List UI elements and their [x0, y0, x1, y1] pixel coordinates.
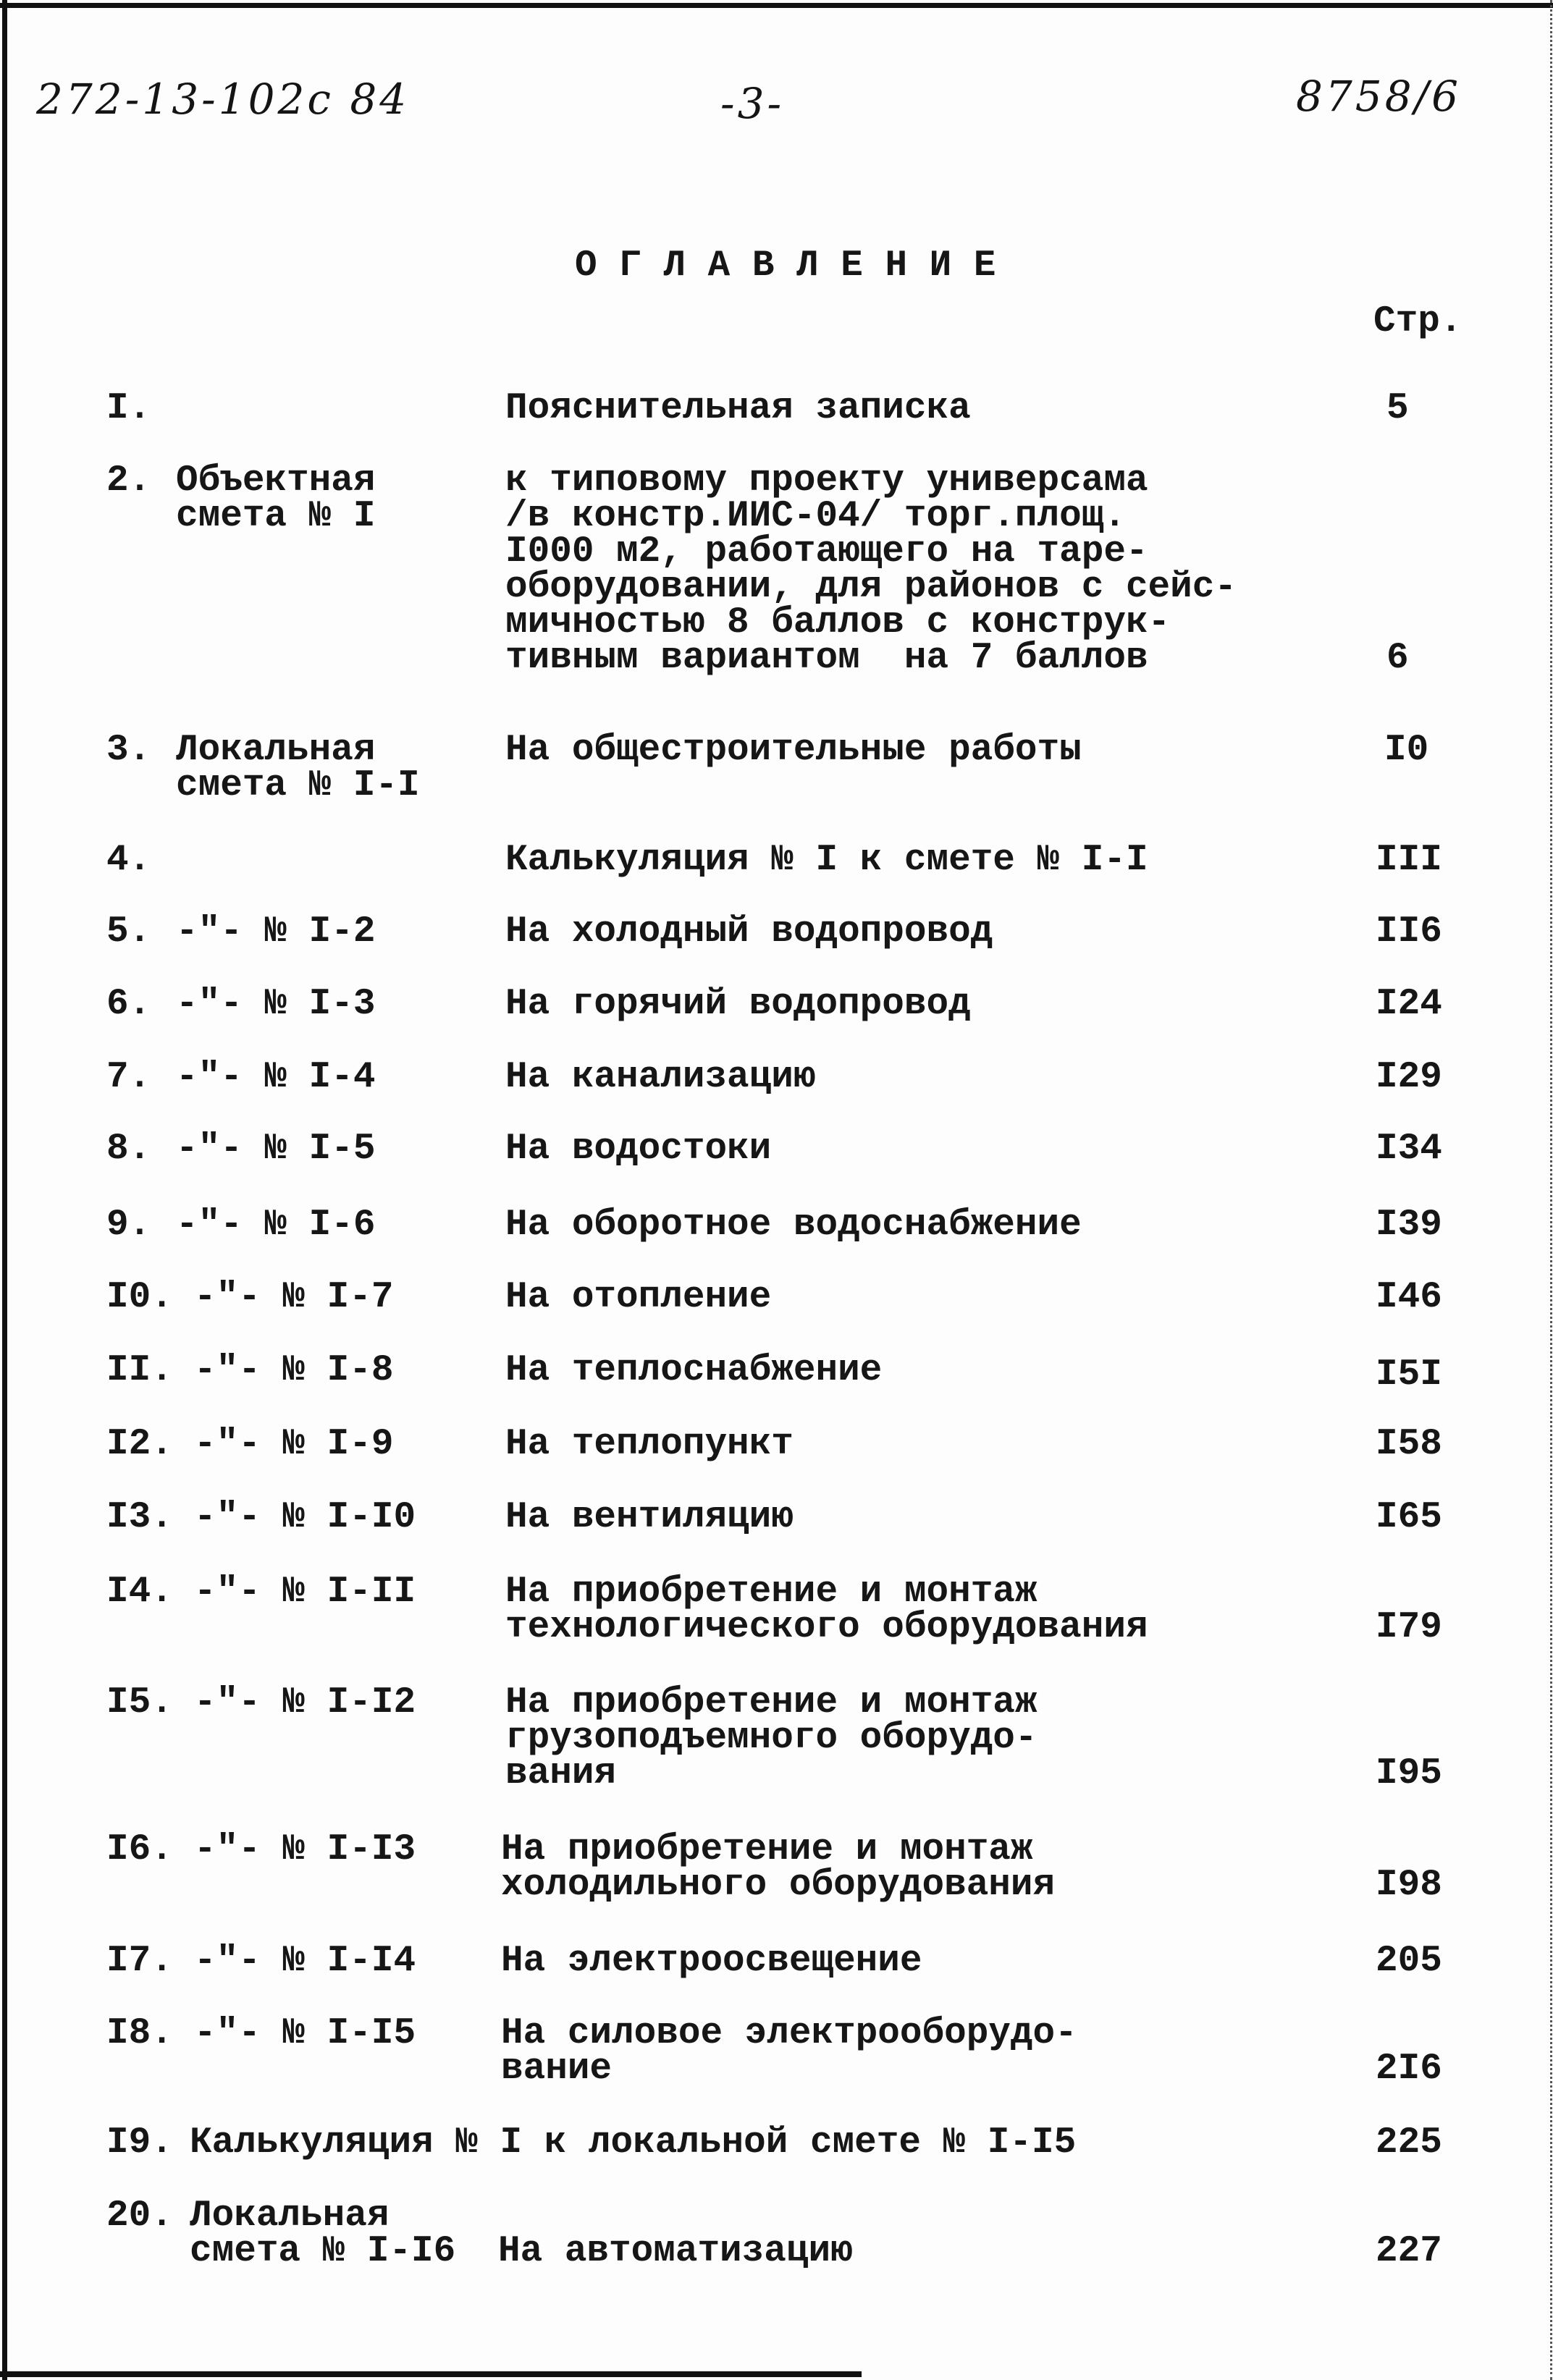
- entry-page-number: 205: [1376, 1941, 1442, 1982]
- entry-document-ref: -"- № I-I2: [194, 1682, 416, 1723]
- entry-number: 6.: [106, 984, 151, 1025]
- archive-number: 8758/6: [1296, 72, 1462, 121]
- page-border-left: [2, 0, 7, 2380]
- entry-document-ref: -"- № I-9: [194, 1424, 394, 1465]
- entry-description: оборудовании, для районов с сейс-: [505, 567, 1237, 608]
- entry-number: 2.: [106, 460, 151, 502]
- page-border-bottom: [0, 2371, 862, 2377]
- entry-document-ref: -"- № I-I3: [194, 1829, 416, 1870]
- entry-document-ref: -"- № I-6: [176, 1204, 376, 1246]
- entry-number: I2.: [106, 1424, 173, 1465]
- entry-description: На теплопункт: [505, 1424, 794, 1465]
- entry-document-ref: -"- № I-2: [176, 911, 376, 953]
- entry-number: 3.: [106, 730, 151, 771]
- entry-number: I4.: [106, 1571, 173, 1613]
- page-border-right: [1550, 0, 1552, 2380]
- entry-description: На теплоснабжение: [505, 1350, 883, 1391]
- entry-document-ref: Локальная: [176, 730, 376, 771]
- page-column-label: Стр.: [1373, 301, 1462, 342]
- entry-description: технологического оборудования: [505, 1607, 1148, 1648]
- entry-description: На приобретение и монтаж: [501, 1829, 1033, 1870]
- entry-page-number: I58: [1376, 1424, 1442, 1465]
- entry-number: I5.: [106, 1682, 173, 1723]
- entry-document-ref: -"- № I-I4: [194, 1941, 416, 1982]
- entry-description: На силовое электрооборудо-: [501, 2013, 1077, 2054]
- entry-page-number: II6: [1376, 911, 1442, 953]
- entry-page-number: 2I6: [1376, 2048, 1442, 2090]
- entry-document-ref: смета № I-I: [176, 765, 420, 806]
- entry-page-number: I29: [1376, 1057, 1442, 1098]
- entry-document-ref: -"- № I-5: [176, 1128, 376, 1170]
- entry-page-number: I34: [1376, 1128, 1442, 1170]
- entry-description: грузоподъемного оборудо-: [505, 1718, 1038, 1759]
- entry-description: вания: [505, 1753, 617, 1794]
- entry-number: I6.: [106, 1829, 173, 1870]
- entry-number: 9.: [106, 1204, 151, 1246]
- entry-description: к типовому проекту универсама: [505, 460, 1148, 502]
- entry-number: 4.: [106, 840, 151, 881]
- entry-page-number: 227: [1376, 2231, 1442, 2272]
- entry-description: На холодный водопровод: [505, 911, 993, 953]
- entry-document-ref: Объектная: [176, 460, 376, 502]
- entry-document-ref: -"- № I-4: [176, 1057, 376, 1098]
- entry-description: На отопление: [505, 1277, 772, 1318]
- entry-description: I000 м2, работающего на таре-: [505, 531, 1148, 573]
- entry-number: I7.: [106, 1941, 173, 1982]
- entry-description: Пояснительная записка: [505, 388, 971, 429]
- entry-description: На водостоки: [505, 1128, 772, 1170]
- entry-document-ref: Локальная: [190, 2195, 390, 2237]
- entry-description: вание: [501, 2048, 613, 2090]
- page-border-top: [0, 3, 1553, 8]
- entry-page-number: 6: [1386, 638, 1409, 679]
- entry-page-number: I98: [1376, 1865, 1442, 1906]
- entry-description: На горячий водопровод: [505, 984, 971, 1025]
- entry-number: I8.: [106, 2013, 173, 2054]
- entry-description: мичностью 8 баллов с конструк-: [505, 602, 1171, 643]
- entry-description: На оборотное водоснабжение: [505, 1204, 1082, 1246]
- entry-document-ref: -"- № I-I5: [194, 2013, 416, 2054]
- entry-description: холодильного оборудования: [501, 1865, 1056, 1906]
- entry-page-number: 5: [1386, 388, 1409, 429]
- entry-description: На автоматизацию: [498, 2231, 853, 2272]
- entry-page-number: I24: [1376, 984, 1442, 1025]
- entry-document-ref: -"- № I-3: [176, 984, 376, 1025]
- entry-number: 7.: [106, 1057, 151, 1098]
- entry-page-number: I0: [1384, 730, 1429, 771]
- entry-number: I3.: [106, 1497, 173, 1538]
- entry-document-ref: смета № I: [176, 496, 376, 537]
- entry-document-ref: -"- № I-II: [194, 1571, 416, 1613]
- entry-description: На приобретение и монтаж: [505, 1682, 1038, 1723]
- entry-number: 20.: [106, 2195, 173, 2237]
- entry-page-number: I5I: [1376, 1354, 1442, 1396]
- doc-code: 272-13-102с 84: [36, 75, 410, 124]
- entry-document-ref: смета № I-I6: [190, 2231, 456, 2272]
- page-marker: -3-: [720, 79, 785, 128]
- entry-document-ref: -"- № I-8: [194, 1350, 394, 1391]
- entry-description: На канализацию: [505, 1057, 816, 1098]
- entry-page-number: I65: [1376, 1497, 1442, 1538]
- entry-document-ref: -"- № I-7: [194, 1277, 394, 1318]
- entry-number: 5.: [106, 911, 151, 953]
- entry-description: Калькуляция № I к локальной смете № I-I5: [190, 2122, 1077, 2164]
- entry-description: /в констр.ИИС-04/ торг.площ.: [505, 496, 1126, 537]
- entry-description: На общестроительные работы: [505, 730, 1082, 771]
- entry-page-number: I39: [1376, 1204, 1442, 1246]
- entry-number: I0.: [106, 1277, 173, 1318]
- entry-description: На электроосвещение: [501, 1941, 922, 1982]
- entry-description: тивным вариантом на 7 баллов: [505, 638, 1148, 679]
- entry-page-number: 225: [1376, 2122, 1442, 2164]
- entry-page-number: I79: [1376, 1607, 1442, 1648]
- entry-page-number: I95: [1376, 1753, 1442, 1794]
- entry-description: Калькуляция № I к смете № I-I: [505, 840, 1148, 881]
- entry-description: На приобретение и монтаж: [505, 1571, 1038, 1613]
- page-title: О Г Л А В Л Е Н И Е: [575, 245, 996, 287]
- entry-page-number: III: [1376, 840, 1442, 881]
- entry-number: II.: [106, 1350, 173, 1391]
- entry-page-number: I46: [1376, 1277, 1442, 1318]
- entry-description: На вентиляцию: [505, 1497, 794, 1538]
- entry-number: I.: [106, 388, 151, 429]
- entry-number: I9.: [106, 2122, 173, 2164]
- entry-document-ref: -"- № I-I0: [194, 1497, 416, 1538]
- entry-number: 8.: [106, 1128, 151, 1170]
